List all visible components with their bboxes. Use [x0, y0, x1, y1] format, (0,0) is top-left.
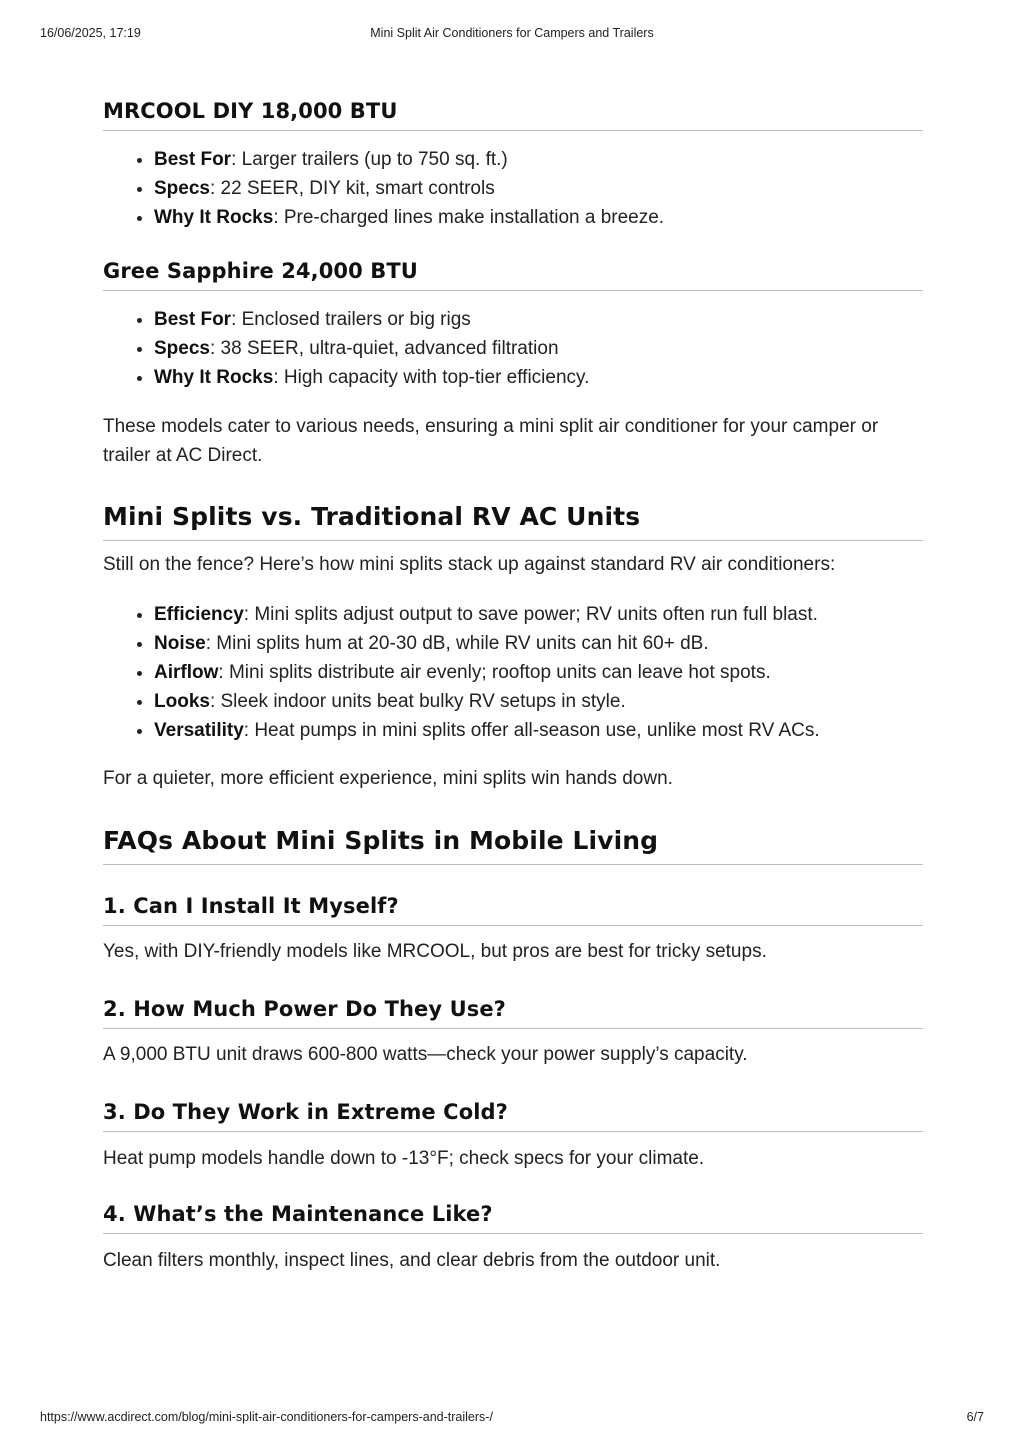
list-item-text: : Mini splits hum at 20-30 dB, while RV units can hit 60+ dB.	[205, 633, 709, 654]
faq-question: 3. Do They Work in Extreme Cold?	[103, 1097, 923, 1132]
faq-question: 4. What’s the Maintenance Like?	[103, 1199, 923, 1234]
list-item-label: Why It Rocks	[154, 207, 274, 228]
mrcool-list	[103, 145, 923, 232]
faqs-heading: FAQs About Mini Splits in Mobile Living	[103, 824, 923, 865]
list-item-label: Best For	[154, 309, 232, 330]
list-item-text: : 38 SEER, ultra-quiet, advanced filtration	[209, 338, 559, 359]
list-item-text: : Mini splits distribute air evenly; rooftop units can leave hot spots.	[218, 662, 771, 683]
gree-heading: Gree Sapphire 24,000 BTU	[103, 256, 923, 291]
list-item	[154, 334, 923, 363]
list-item-text: : High capacity with top-tier efficiency.	[273, 367, 590, 388]
list-item-label: Airflow	[154, 662, 219, 683]
mrcool-heading: MRCOOL DIY 18,000 BTU	[103, 96, 923, 131]
print-header	[40, 26, 984, 42]
list-item-text: : Sleek indoor units beat bulky RV setups in style.	[209, 691, 626, 712]
comparison-intro: Still on the fence? Here’s how mini splits stack up against standard RV air conditioners:	[103, 554, 836, 575]
list-item	[154, 145, 923, 174]
list-item	[154, 600, 923, 629]
list-item	[154, 687, 923, 716]
faq-answer: Clean filters monthly, inspect lines, and clear debris from the outdoor unit.	[103, 1250, 721, 1271]
list-item-label: Why It Rocks	[154, 367, 274, 388]
list-item-text: : Mini splits adjust output to save power; RV units often run full blast.	[243, 604, 818, 625]
faq-question: 1. Can I Install It Myself?	[103, 891, 923, 926]
faq-question: 2. How Much Power Do They Use?	[103, 994, 923, 1029]
faq-answer: Heat pump models handle down to -13°F; check specs for your climate.	[103, 1148, 705, 1169]
list-item-label: Specs	[154, 338, 210, 359]
comparison-list	[103, 600, 923, 745]
list-item-label: Specs	[154, 178, 210, 199]
list-item-text: : Enclosed trailers or big rigs	[231, 309, 471, 330]
comparison-conclusion: For a quieter, more efficient experience, mini splits win hands down.	[103, 768, 673, 789]
list-item-text: : Heat pumps in mini splits offer all-season use, unlike most RV ACs.	[243, 720, 820, 741]
list-item	[154, 716, 923, 745]
list-item-label: Efficiency	[154, 604, 244, 625]
list-item	[154, 203, 923, 232]
list-item	[154, 658, 923, 687]
faq-answer: Yes, with DIY-friendly models like MRCOOL, but pros are best for tricky setups.	[103, 941, 767, 962]
gree-list	[103, 305, 923, 392]
comparison-heading: Mini Splits vs. Traditional RV AC Units	[103, 500, 923, 541]
list-item-text: : Larger trailers (up to 750 sq. ft.)	[231, 149, 508, 170]
print-doc-title: Mini Split Air Conditioners for Campers and Trailers	[370, 26, 654, 40]
page-number: 6/7	[966, 1410, 984, 1424]
list-item	[154, 305, 923, 334]
list-item-text: : Pre-charged lines make installation a breeze.	[273, 207, 665, 228]
faq-answer: A 9,000 BTU unit draws 600-800 watts—check your power supply’s capacity.	[103, 1044, 748, 1065]
models-summary: These models cater to various needs, ensuring a mini split air conditioner for your camper or trailer at AC Direct.	[103, 416, 879, 466]
list-item-label: Looks	[154, 691, 210, 712]
list-item-label: Noise	[154, 633, 206, 654]
print-url: https://www.acdirect.com/blog/mini-split-air-conditioners-for-campers-and-trailers-/	[40, 1410, 493, 1424]
print-datetime: 16/06/2025, 17:19	[40, 26, 141, 40]
list-item	[154, 174, 923, 203]
list-item	[154, 363, 923, 392]
list-item	[154, 629, 923, 658]
list-item-label: Versatility	[154, 720, 244, 741]
print-footer	[40, 1410, 984, 1426]
list-item-label: Best For	[154, 149, 232, 170]
list-item-text: : 22 SEER, DIY kit, smart controls	[209, 178, 495, 199]
